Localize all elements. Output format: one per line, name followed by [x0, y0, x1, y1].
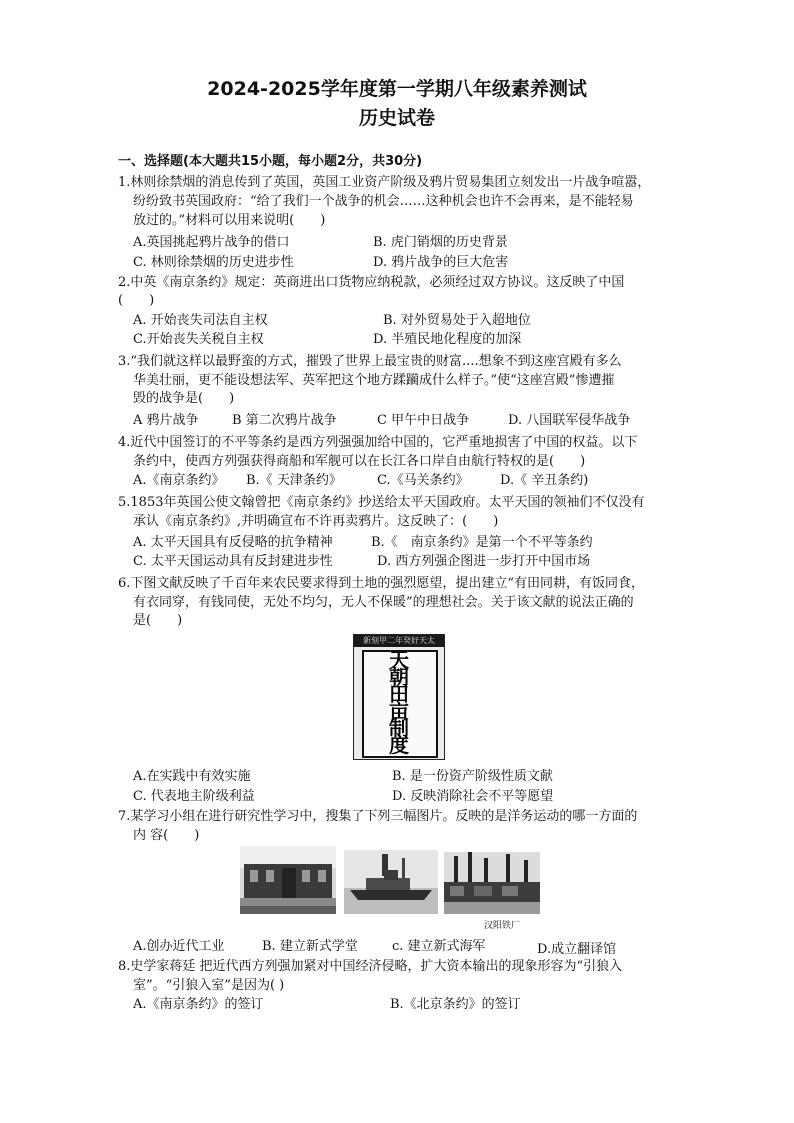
q1-option-d: D. 鸦片战争的巨大危害	[373, 255, 509, 270]
q7-option-c: c. 建立新式海军	[392, 939, 486, 954]
q6-stem-line2: 有衣同穿，有钱同使，无处不均匀，无人不保暖”的理想社会。关于该文献的说法正确的	[133, 595, 634, 610]
q3-option-c: C 甲午中日战争	[377, 413, 470, 428]
q2-option-b: B. 对外贸易处于入超地位	[383, 313, 531, 328]
q1-stem-line2: 纷纷致书英国政府：“给了我们一个战争的机会……这种机会也许不会再来，是不能轻易	[133, 194, 634, 209]
q5-stem-line2: 承认《南京条约》,并明确宣布不许再卖鸦片。这反映了：( )	[133, 514, 499, 529]
q1-stem-line1: 1.林则徐禁烟的消息传到了英国，英国工业资产阶级及鸦片贸易集团立刻发出一片战争喧嚣，	[118, 175, 651, 190]
document-top-strip: 新刻甲二年癸好天太	[354, 635, 444, 647]
q1-option-b: B. 虎门销烟的历史背景	[373, 235, 508, 250]
q5-option-c: C. 太平天国运动具有反封建进步性	[133, 554, 333, 569]
q2-stem-line1: 2.中英《南京条约》规定：英商进出口货物应纳税款，必须经过双方协议。这反映了中国	[118, 275, 625, 290]
document-char-2: 朝	[389, 665, 409, 689]
q1-stem-line3: 放过的。”材料可以用来说明( )	[133, 213, 326, 228]
document-char-1: 天	[389, 648, 409, 672]
q7-option-d: D.成立翻译馆	[537, 942, 617, 957]
q8-stem-line1: 8.史学家蒋廷 把近代西方列强加紧对中国经济侵略，扩大资本输出的现象形容为“引狼入	[118, 959, 623, 974]
q7-stem-line2: 内 容( )	[133, 828, 200, 843]
q5-option-a: A. 太平天国具有反侵略的抗争精神	[133, 535, 333, 550]
q5-stem-line1: 5.1853年英国公使文翰曾把《南京条约》抄送给太平天国政府。太平天国的领袖们不仅没有	[118, 495, 645, 510]
q2-option-d: D. 半殖民地化程度的加深	[373, 332, 522, 347]
q2-option-c: C.开始丧失关税自主权	[133, 332, 264, 347]
q7-option-a: A.创办近代工业	[133, 939, 225, 954]
q8-option-b: B.《北京条约》的签订	[390, 997, 521, 1012]
q2-stem-line2: ( )	[118, 293, 155, 308]
document-char-3: 田	[389, 682, 409, 706]
q4-option-d: D.《 辛丑条约)	[500, 473, 589, 488]
q5-option-b: B.《 南京条约》是第一个不平等条约	[371, 535, 593, 550]
q8-option-a: A.《南京条约》的签订	[133, 997, 264, 1012]
q6-option-a: A.在实践中有效实施	[133, 769, 251, 784]
q6-stem-line3: 是( )	[133, 613, 183, 628]
q4-option-c: C.《马关条约》	[377, 473, 469, 488]
q6-option-d: D. 反映消除社会不平等愿望	[392, 789, 554, 804]
q3-option-d: D. 八国联军侵华战争	[508, 413, 631, 428]
q4-option-a: A.《南京条约》	[133, 473, 225, 488]
q6-option-c: C. 代表地主阶级利益	[133, 789, 255, 804]
q4-stem-line2: 条约中，使西方列强获得商船和军舰可以在长江各口岸自由航行特权的是( )	[133, 454, 586, 469]
exam-title: 2024-2025学年度第一学期八年级素养测试	[207, 78, 587, 100]
photo-caption: 汉阳铁厂	[484, 921, 521, 931]
q6-option-b: B. 是一份资产阶级性质文献	[392, 769, 553, 784]
q3-stem-line1: 3.“我们就这样以最野蛮的方式，摧毁了世界上最宝贵的财富....想象不到这座宫殿有多么	[118, 354, 622, 369]
q4-stem-line1: 4.近代中国签订的不平等条约是西方列强强加给中国的，它严重地损害了中国的权益。以下	[118, 435, 638, 450]
q5-option-d: D. 西方列强企图进一步打开中国市场	[377, 554, 591, 569]
exam-subtitle: 历史试卷	[358, 107, 435, 129]
section-heading: 一、选择题(本大题共15小题，每小题2分，共30分)	[118, 154, 423, 169]
photo-school-building	[240, 846, 336, 914]
q1-option-a: A.英国挑起鸦片战争的借口	[133, 235, 290, 250]
photo-hanyang-ironworks	[444, 852, 540, 914]
q3-stem-line3: 毁的战争是( )	[133, 391, 235, 406]
q7-stem-line1: 7.某学习小组在进行研究性学习中，搜集了下列三幅图片。反映的是洋务运动的哪一方面的	[118, 809, 638, 824]
q7-option-b: B. 建立新式学堂	[262, 939, 358, 954]
q8-stem-line2: 室”。“引狼入室”是因为( )	[133, 978, 285, 993]
q4-option-b: B.《 天津条约》	[246, 473, 342, 488]
photo-warship	[344, 850, 438, 914]
tianchao-tianmu-document-image	[353, 634, 445, 760]
q3-stem-line2: 华美壮丽，更不能设想法军、英军把这个地方蹂躏成什么样子。”使“这座宫殿”惨遭摧	[133, 373, 615, 388]
document-char-4: 亩	[389, 699, 409, 723]
document-char-6: 度	[389, 733, 409, 757]
q3-option-b: B 第二次鸦片战争	[232, 413, 337, 428]
q2-option-a: A. 开始丧失司法自主权	[133, 313, 268, 328]
document-char-5: 制	[389, 716, 409, 740]
q3-option-a: A 鸦片战争	[133, 413, 199, 428]
q1-option-c: C. 林则徐禁烟的历史进步性	[133, 255, 294, 270]
q6-stem-line1: 6.下图文献反映了千百年来农民要求得到土地的强烈愿望，提出建立“有田同耕，有饭同食，	[118, 576, 645, 591]
